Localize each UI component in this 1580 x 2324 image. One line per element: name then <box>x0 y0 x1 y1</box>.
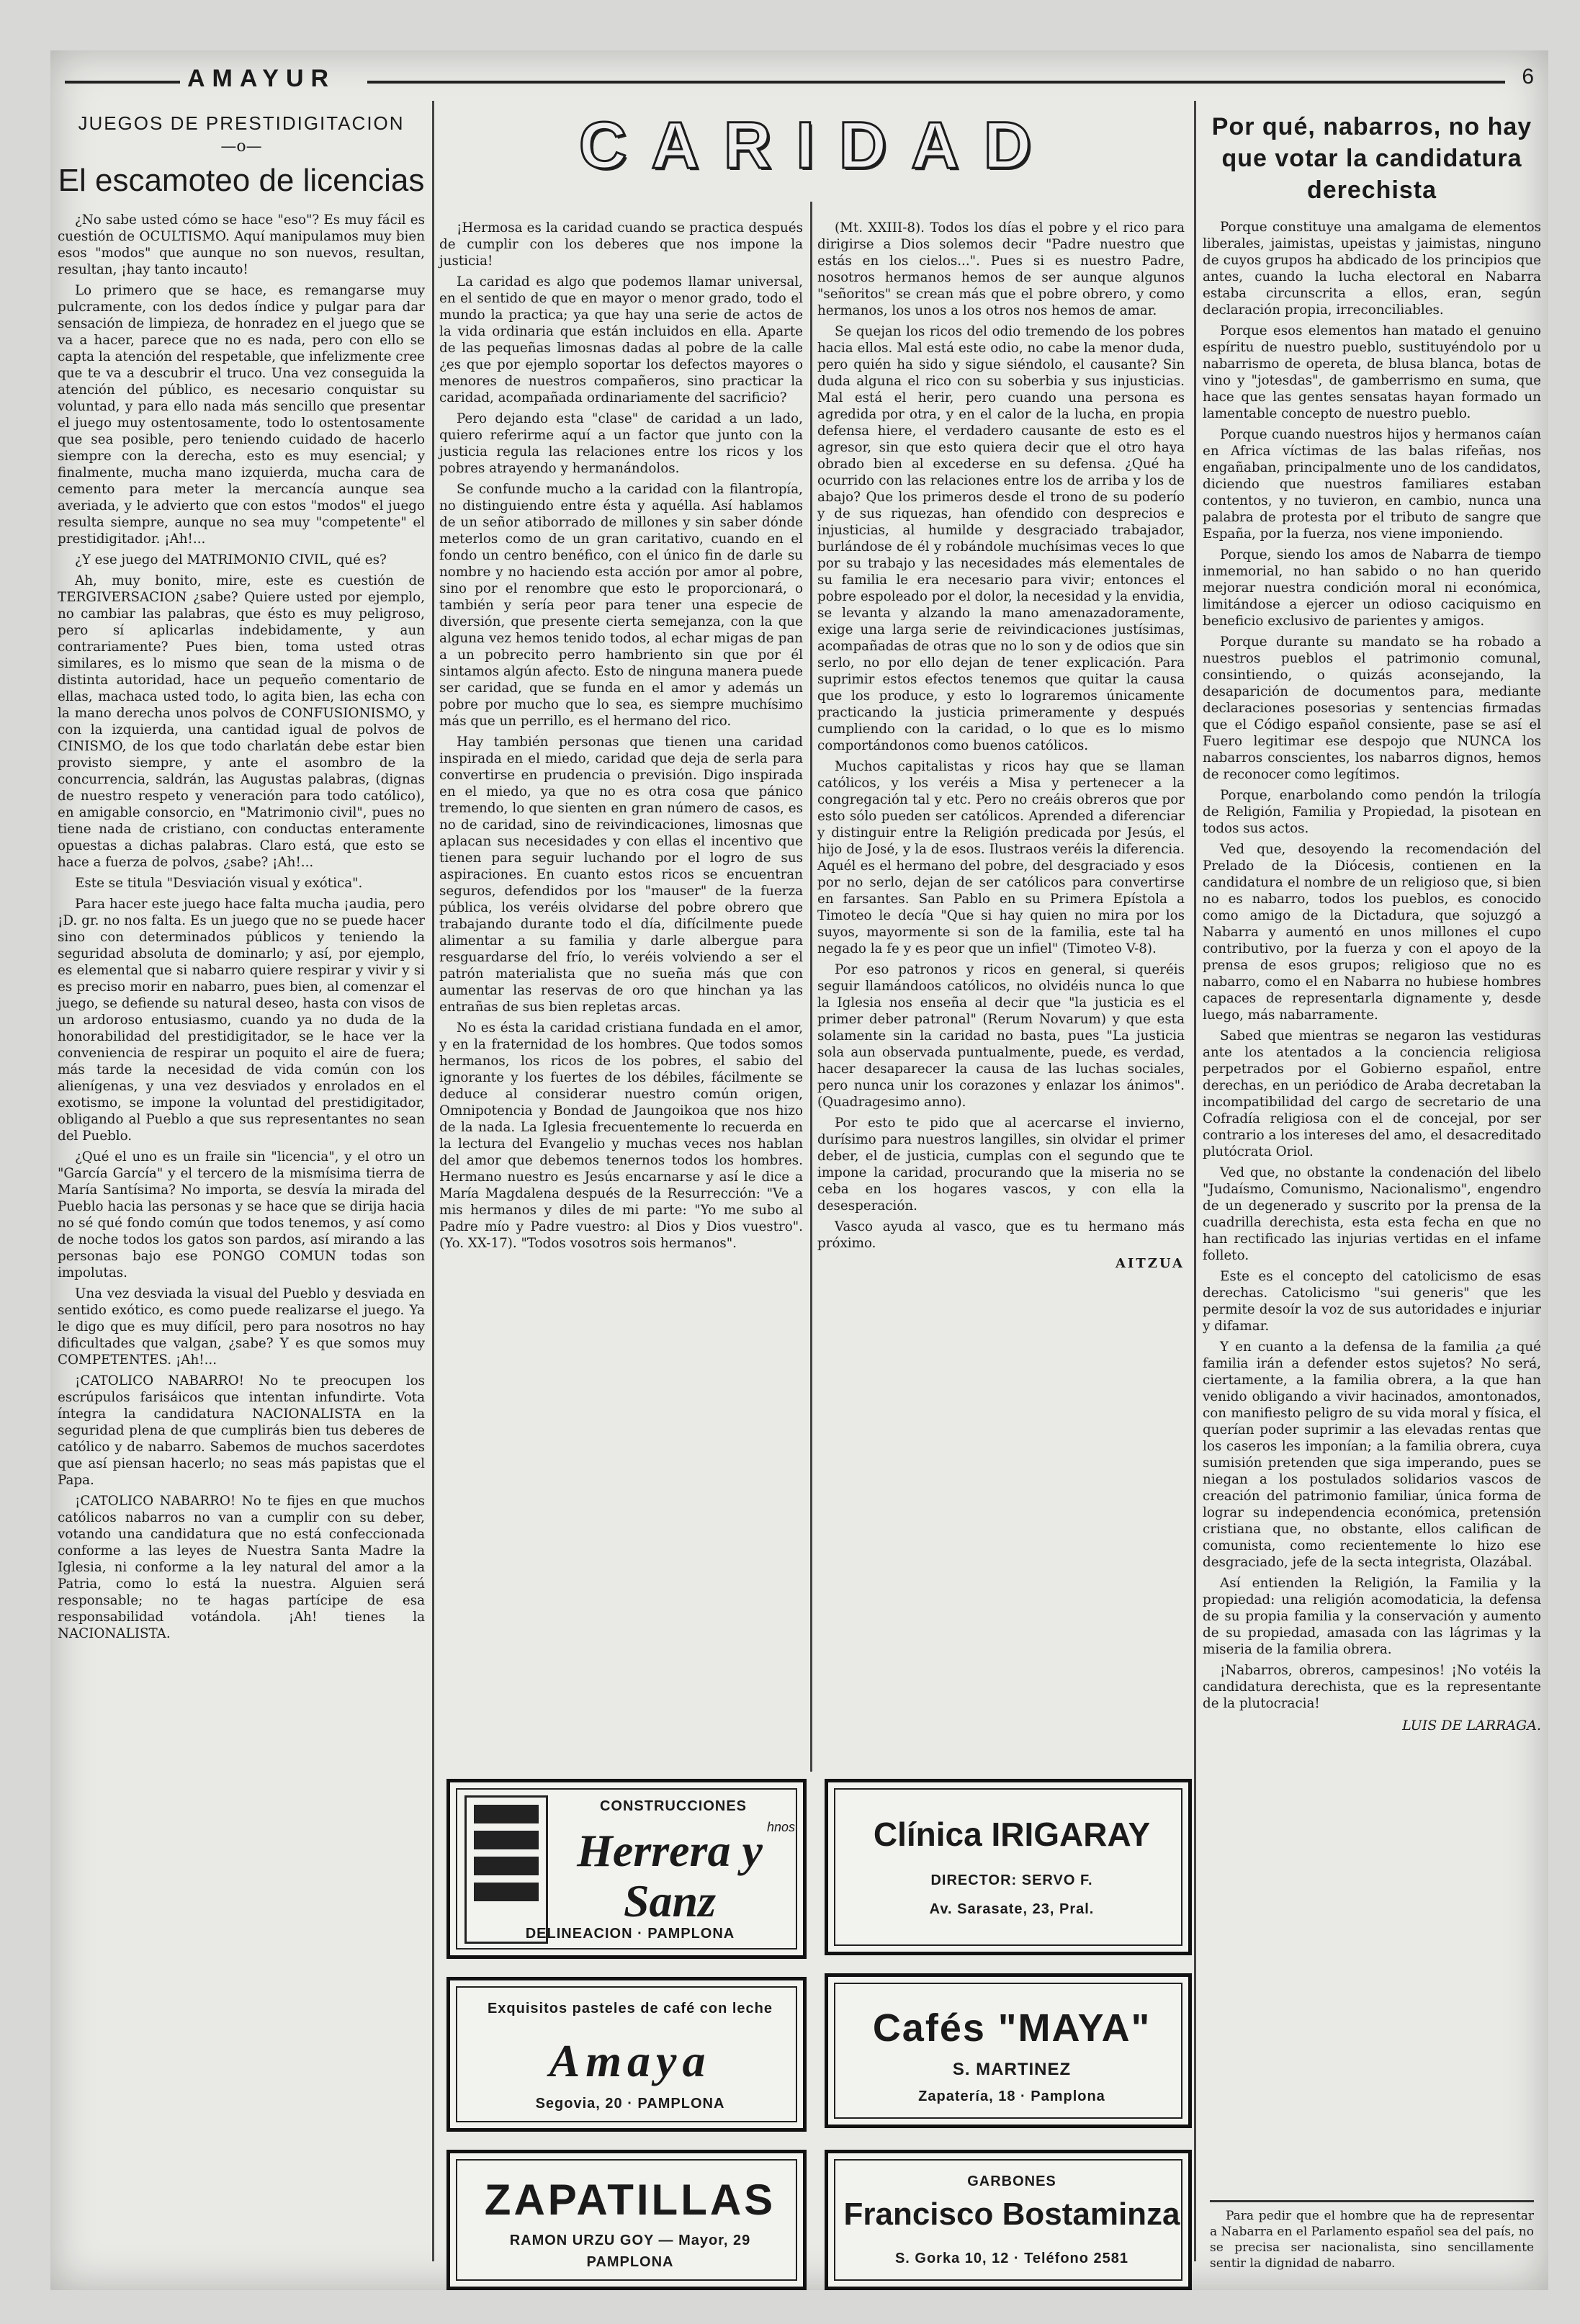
paragraph: Sabed que mientras se negaron las vestiduras ante los atentados a la conciencia religiosa perpetrados por el Gobierno español, entre derechas, en un periódico de Araba decretaban la incompatibilidad del cargo de secretario de una Cofradía religiosa con el de concejal, por ser contrario a los intereses del amo, el desacreditado plutócrata Oriol. <box>1203 1028 1541 1159</box>
paragraph: Se confunde mucho a la caridad con la filantropía, no distinguiendo entre ésta y aquélla. Así hablamos de un señor atiborrado de millones y sin saber dónde meterlos como de un gran caritativo, cuando en el fondo un centro benéfico, con el único fin de darle su nombre y no haciendo esta acción por amor al pobre, sino por el renombre que esto le proporcionará, o también y sería peor para tener una especie de diversión, que presente cierta semejanza, con la que alguna vez hemos tenido todos, al echar migas de pan a un pobrecito perro hambriento sin que por él sintamos algún afecto. Esto de ninguna manera puede ser caridad, que se funda en el amor y además un pobre por mucho que lo sea, es siempre muchísimo más que un perrillo, es el hermano del rico. <box>439 482 803 729</box>
ad-address: RAMON URZU GOY — Mayor, 29 <box>509 2233 751 2248</box>
paragraph: ¡Hermosa es la caridad cuando se practica después de cumplir con los deberes que nos impone la justicia! <box>439 220 803 269</box>
ad-company-name: Clínica IRIGARAY <box>873 1816 1151 1853</box>
paragraph: Porque constituye una amalgama de elementos liberales, jaimistas, upeistas y jaimistas, ninguno de cuyos grupos ha abdicado de los principios que antes, cuando la lucha electoral en Nabarra estaba circunscrita a ellos, eran, según declaración propia, irreconciliables. <box>1203 220 1541 318</box>
building-icon <box>464 1795 548 1944</box>
paragraph: Por eso patronos y ricos en general, si queréis seguir llamándoos católicos, no olvidéis nunca lo que la Iglesia nos enseña al decir que "la justicia es el primer deber patronal" (Rerum Novarum) y que esta solamente sin la caridad no basta, pues "La justicia sola aun observada puntualmente, puede, es verdad, hacer desaparecer la causa de las luchas sociales, pero nunca unir los corazones y enlazar los ánimos". (Quadragesimo anno). <box>817 962 1185 1110</box>
paragraph: ¡CATOLICO NABARRO! No te preocupen los escrúpulos farisáicos que intentan infundirte. Vota íntegra la candidatura NACIONALISTA en la seguridad plena de que cumplirás bien tus deberes de católico y de nabarro. Sabemos de muchos sacerdotes que así piensan hacerlo; no seas más papistas que el Papa. <box>58 1373 425 1488</box>
paragraph: Pero dejando esta "clase" de caridad a un lado, quiero referirme aquí a un factor que junto con la justicia regula las relaciones entre los ricos y los pobres atrayendo y hermanándolos. <box>439 411 803 476</box>
ad-address: Zapatería, 18 · Pamplona <box>918 2089 1105 2104</box>
ad-company-name: Herrera y Sanz <box>577 1825 763 1926</box>
paragraph: Muchos capitalistas y ricos hay que se llaman católicos, y los veréis a Misa y pertenecer a la congregación tal y etc. Pero no creáis obreros que por esto sólo pueden ser católicos. Aprended a diferenciar y distinguir entre la Religión predicada por Jesús, el hijo de José, y la de esos. Ilustraos veréis la diferencia. Aquél es el hermano del pobre, del desgraciado y esos por no serlo, dejan de ser católicos para convertirse en farsantes. San Pablo en su Primera Epístola a Timoteo le decía "Que si hay quien no mira por los suyos, mayormente si son de la familia, este tal ha negado la fe y es peor que un infiel" (Timoteo V-8). <box>817 759 1185 956</box>
paragraph: Este se titula "Desviación visual y exótica". <box>75 876 363 891</box>
paragraph: Ah, muy bonito, mire, este es cuestión de TERGIVERSACION ¿sabe? Quiere usted por ejemplo, no cambiar las palabras, que ésto es muy peligroso, pero sí aplicarlas indebidamente, y aun contrariamente? Pues bien, toma usted otras similares, es lo mismo que sean de la misma o de distinta autoridad, hace un pequeño comentario de ellas, machaca usted todo, lo agita bien, las echa con la mano derecha unos polvos de CONFUSIONISMO, y con la izquierda, una cantidad igual de polvos de CINISMO, de los que todo charlatán debe estar bien provisto siempre, y ante el asombro de la concurrencia, saldrán, las Augustas palabras, (dignas de nuestro respeto y veneración para todo católico), en amigable consorcio, en "Matrimonio civil", pues no tiene nada de cristiano, con conductas enteramente opuestas a dichas palabras. Claro está, que esto se hace a fuerza de polvos, ¿sabe? ¡Ah!... <box>58 573 425 870</box>
ad-bottom-line: DELINEACION · PAMPLONA <box>525 1926 735 1942</box>
paragraph: ¿No sabe usted cómo se hace "eso"? Es muy fácil es cuestión de OCULTISMO. Aquí manipulamos muy bien esos "modos" que aunque no son nuevos, resultan, resultan, ¡hay tanto incauto! <box>58 212 425 277</box>
article-signature: AITZUA <box>1115 1256 1185 1271</box>
caridad-title: CARIDAD <box>578 109 1056 182</box>
column-caridad-1 <box>439 220 803 1256</box>
paragraph: ¡CATOLICO NABARRO! No te fijes en que muchos católicos nabarros no van a cumplir con su deber, votando una candidatura que no está confeccionada conforme a las leyes de Nuestra Santa Madre la Iglesia, ni conforme a la ley natural del amor a la Patria, como lo está la nuestra. Alguien será responsable; no te hagas partícipe de esa responsabilidad votándola. ¡Ah! tienes la NACIONALISTA. <box>58 1494 425 1641</box>
masthead-rule-right <box>367 81 1505 84</box>
paragraph: Para hacer este juego hace falta mucha ¡audia, pero ¡D. gr. no nos falta. Es un juego que no se puede hacer sino con determinados públicos y teniendo la seguridad absoluta de dominarlo; y así, por ejemplo, es elemental que si nabarro quiere respirar y vivir y si es preciso morir en nabarro, pues bien, al comenzar el juego, se defiende su natural deseo, hasta con visos de un ardoroso entusiasmo, cuando ya no duda de la honorabilidad del prestidigitador, se le hace ver la conveniencia de respirar un poquito el aire de fuera; más tarde la necesidad de vida común con los alienígenas, y una vez desviados y enrolados en el exotismo, se impone la voluntad del prestidigitador, obligando al Pueblo a que sus representantes no sean del Pueblo. <box>58 897 425 1144</box>
ad-address: S. Gorka 10, 12 · Teléfono 2581 <box>894 2251 1129 2266</box>
ad-herrera-sanz <box>446 1779 807 1959</box>
ad-address: Segovia, 20 · PAMPLONA <box>535 2096 725 2112</box>
paragraph: ¿Y ese juego del MATRIMONIO CIVIL, qué es? <box>75 552 387 567</box>
paragraph: Ved que, no obstante la condenación del libelo "Judaísmo, Comunismo, Nacionalismo", engendro de un degenerado y suscrito por la prensa de la cuadrilla derechista, esta esta fecha en que no han rectificado las injurias vertidas en el infame folleto. <box>1203 1165 1541 1263</box>
article-headline: Por qué, nabarros, no hay que votar la candidatura derechista <box>1211 113 1532 204</box>
paragraph: No es ésta la caridad cristiana fundada en el amor, y en la fraternidad de los hombres. Que todos somos hermanos, los ricos de los pobres, el sabio del ignorante y los fuertes de los débiles, fácilmente se deduce al considerar nuestro común origen, Omnipotencia y Bondad de Jaungoikoa que nos hizo de la nada. La Iglesia frecuentemente lo recuerda en la lectura del Evangelio y muchas veces nos hablan del amor que debemos tenernos todos los hombres. Hermano nuestro es Jesús encarnarse y así le dice a María Magdalena después de la Resurrección: "Ve a mis hermanos y diles de mi parte: "Yo me subo al Padre mío y Padre vuestro: al Dios y Dios vuestro". (Yo. XX-17). "Todos vosotros sois hermanos". <box>439 1020 803 1251</box>
ad-frame <box>834 1788 1182 1946</box>
column-divider <box>1194 101 1196 2261</box>
ad-city: PAMPLONA <box>586 2254 674 2270</box>
paragraph: Por esto te pido que al acercarse el invierno, durísimo para nuestros langilles, sin olvidar el primer deber, el de justicia, cumplas con el segundo que te impone la caridad, procurando que la miseria no se ceba en los hogares vascos, y con ella la desesperación. <box>817 1116 1185 1213</box>
paragraph: Este es el concepto del catolicismo de esas derechas. Catolicismo "sui generis" que les permite desoír la voz de sus autoridades e injuriar y difamar. <box>1203 1269 1541 1334</box>
paragraph: Se quejan los ricos del odio tremendo de los pobres hacia ellos. Mal está este odio, no cabe la menor duda, pero quién ha sido y sigue siéndolo, el causante? Sin duda alguna el rico con su soberbia y sus injusticias. Mal está el herir, pero cuando una persona es agredida por otra, y en el calor de la lucha, en propia defensa hiere, el verdadero causante de esto es el agresor, sin que esto quiera decir que el otro haya obrado bien al excederse en su defensa. ¿Qué ha ocurrido con las relaciones entre los de arriba y los de abajo? Que los primeros desde el trono de su poderío y de sus riquezas, han ofendido con desprecios e injusticias, al humilde y desgraciado trabajador, burlándose de él y robándole muchísimas veces lo que por su trabajo y las necesidades más elementales de su familia le era necesario para vivir; entonces el pobre espoleado por el dolor, la necesidad y la envidia, se levanta y alzando la mano amenazadoramente, exige una larga serie de reivindicaciones justísimas, acompañadas de otras que no lo son y de odios que sin serlo, no por ello dejan de tener explicación. Para suprimir estos efectos tenemos que quitar la causa que los produce, y esto lo lograremos únicamente practicando la justicia primeramente y después cumpliendo con la caridad, o lo que es lo mismo comportándonos como buenos católicos. <box>817 324 1185 753</box>
paragraph: Porque, enarbolando como pendón la trilogía de Religión, Familia y Propiedad, la pisotean en todos sus actos. <box>1203 788 1541 836</box>
ad-address: Av. Sarasate, 23, Pral. <box>929 1901 1095 1917</box>
paragraph: La caridad es algo que podemos llamar universal, en el sentido de que en mayor o menor grado, todo el mundo la practica; ya que hay una serie de actos de la vida ordinaria que están incluidos en ella. Aparte de las pequeñas limosnas dadas al pobre de la calle ¿es que por ejemplo soportar los defectos mayores o menores de nuestros compañeros, sino practicar la caridad, acompañada ordinariamente del sacrificio? <box>439 274 803 405</box>
ad-top-line: CONSTRUCCIONES <box>599 1798 747 1814</box>
paragraph: Porque cuando nuestros hijos y hermanos caían en Africa víctimas de las balas rifeñas, nos engañaban, principalmente uno de los candidatos, diciendo que nuestros familiares estaban contentos, y no tuvieron, en cambio, nunca una palabra de protesta por el tributo de sangre que España, por la fuerza, nos viene imponiendo. <box>1203 427 1541 542</box>
paragraph: Porque esos elementos han matado el genuino espíritu de nuestro pueblo, sustituyéndolo por u nabarrismo de opereta, de blusa blanca, botas de vino y "jotesdas", de gamberrismo en suma, que hace que las gentes sensatas hayan formado un lamentable concepto de nuestro pueblo. <box>1203 323 1541 421</box>
paragraph: Hay también personas que tienen una caridad inspirada en el miedo, caridad que deja de serla para convertirse en prudencia o previsión. Digo inspirada en el miedo, ya que no es otra cosa que pánico tremendo, lo que sienten en gran número de casos, es no de caridad, sino de reivindicaciones, limosnas que aplacan sus necesidades y con ellas el incentivo que tienen para seguir luchando por el logro de sus aspiraciones. En cuanto estos ricos se encuentran seguros, defendidos por los "mauser" de la fuerza pública, los veréis olvidarse del pobre obrero que trabajando durante todo el día, difícilmente puede alimentar a su familia y darle albergue para resguardarse del frío, lo veréis volviendo a ser el patrón materialista que no sueña más que con aumentar las reservas de oro que hinchan ya las entrañas de sus bien repletas arcas. <box>439 735 803 1015</box>
ornament: —o— <box>220 138 262 156</box>
paragraph: (Mt. XXIII-8). Todos los días el pobre y el rico para dirigirse a Dios solemos decir "Padre nuestro que estás en los cielos...". Pues si es nuestro Padre, nosotros hermanos hemos de ser aunque algunos "señoritos" se crean más que el pobre obrero, y como hermanos, los unos a los otros nos hemos de amar. <box>817 220 1185 318</box>
ad-bostaminza <box>825 2150 1192 2290</box>
column-caridad-2 <box>817 220 1185 1271</box>
notice-text: Para pedir que el hombre que ha de representar a Nabarra en el Parlamento español sea del país, no se precisa ser nacionalista, sino sencillamente sentir la dignidad de nabarro. <box>1210 2209 1534 2271</box>
paragraph: Una vez desviada la visual del Pueblo y desviada en sentido exótico, es como puede realizarse el juego. Ya le digo que es muy difícil, pero para nosotros no hay dificultades que valgan, ¿sabe? Y es que somos muy COMPETENTES. ¡Ah!... <box>58 1286 425 1368</box>
paragraph: ¿Qué el uno es un fraile sin "licencia", y el otro un "García García" y el tercero de la mismísima tierra de María Santísima? No importa, se desvía la mirada del Pueblo hacia las personas y se hace que se dirija hacia no sé qué fondo común que todos tenemos, y así como de noche todos los gatos son pardos, así mirando a las personas bajo ese PONGO COMUN todas son impolutas. <box>58 1149 425 1280</box>
article-headline: El escamoteo de licencias <box>58 163 425 198</box>
bottom-notice <box>1210 2200 1534 2271</box>
ad-company-name: Francisco Bostaminza <box>843 2197 1180 2232</box>
ad-clinica-irigaray <box>825 1779 1192 1955</box>
ad-zapatillas <box>446 2150 807 2290</box>
ad-top-line: Exquisitos pasteles de café con leche <box>487 2001 773 2016</box>
paragraph: ¡Nabarros, obreros, campesinos! ¡No votéis la candidatura derechista, que es la representante de la plutocracia! <box>1203 1663 1541 1711</box>
paragraph: Y en cuanto a la defensa de la familia ¿a qué familia irán a defender estos sujetos? No será, ciertamente, a la familia obrera, a la que han venido obligando a vivir hacinados, amontonados, con manifiesto peligro de su vida moral y física, el querían poder suprimir a las elevadas rentas que los caseros les imponían; a la familia obrera, cuya sumisión pretenden que siga imperando, pues se niegan a los postulados solidarios vascos de creación del patrimonio familiar, única forma de lograr su independencia económica, pretensión cristiana que, no obstante, ellos califican de comunista, como recientemente lo hizo ese desgraciado, jefe de la secta integrista, Olazábal. <box>1203 1340 1541 1570</box>
ad-director: DIRECTOR: SERVO F. <box>930 1872 1093 1888</box>
paragraph: Porque, siendo los amos de Nabarra de tiempo inmemorial, no han sabido o no han querido mejorar nuestra condición moral ni económica, limitándose a ejercer un odioso caciquismo en beneficio exclusivo de parientes y amigos. <box>1203 547 1541 629</box>
ad-owner: S. MARTINEZ <box>952 2060 1072 2079</box>
newspaper-page <box>50 50 1548 2290</box>
ad-company-name: Cafés "MAYA" <box>872 2006 1152 2050</box>
ad-name-suffix: hnos <box>767 1820 796 1834</box>
ad-company-name: ZAPATILLAS <box>484 2176 776 2224</box>
column-escamoteo <box>58 108 425 1646</box>
ad-company-name: Amaya <box>549 2035 712 2086</box>
paragraph: Porque durante su mandato se ha robado a nuestros pueblos el patrimonio comunal, consintiendo, o quizás aconsejando, la desaparición de documentos para, mediante declaraciones posesorias y sentencias firmadas que el Código español consiente, pase se así el Fuero legitimar ese despojo que NUNCA los nabarros conscientes, los nabarros dignos, hemos de reconocer como legítimos. <box>1203 634 1541 782</box>
paragraph: Lo primero que se hace, es remangarse muy pulcramente, con los dedos índice y pulgar para dar sensación de limpieza, de honradez en el juego que se va a hacer, parece que no es nada, pero con ello se capta la atención del respetable, que infelizmente cree que te va a descubrir el truco. Una vez conseguida la atención del público, es necesario conquistar su voluntad, y para ello nada más sencillo que presentar el juego muy ostentosamente, todo lo ostentosamente que sea posible, pero teniendo cuidado de hacerlo siempre con la derecha, esto es muy esencial; y finalmente, mucha mano izquierda, mucha cara de cemento para meter la mercancía aunque sea averiada, y le advierto que con estos "modos" el juego resulta siempre, aunque no sea muy "competente" el prestidigitador. ¡Ah!... <box>58 283 426 547</box>
column-divider <box>810 202 812 1772</box>
column-nabarros <box>1203 108 1541 1733</box>
masthead-rule-left <box>65 81 180 84</box>
newspaper-name: AMAYUR <box>187 65 336 92</box>
article-author: LUIS DE LARRAGA. <box>1402 1718 1541 1733</box>
paragraph: Así entienden la Religión, la Familia y la propiedad: una religión acomodaticia, la defensa de su propia familia y la conservación y aumento de su propiedad, amasada con las lágrimas y la miseria de la familia obrera. <box>1203 1576 1541 1657</box>
paragraph: Ved que, desoyendo la recomendación del Prelado de la Diócesis, contienen en la candidatura el nombre de un religioso que, si bien no es nabarro, todos los pueblos, es conocido como amigo de la Dictadura, que sojuzgó a Nabarra y aumentó en unos millones el cupo contributivo, por la fuerza y con el apoyo de la prensa de esos grupos; religioso que no es nabarro, como el en Nabarra no hubiese hombres capaces de representarla dignamente y, desde luego, más nabarramente. <box>1203 842 1541 1023</box>
page-number: 6 <box>1522 65 1534 89</box>
paragraph: Vasco ayuda al vasco, que es tu hermano más próximo. <box>817 1219 1185 1251</box>
ad-cafes-maya <box>825 1973 1192 2128</box>
ad-top-line: GARBONES <box>967 2173 1056 2189</box>
column-divider <box>432 101 434 2261</box>
ad-amaya <box>446 1977 807 2132</box>
section-kicker: JUEGOS DE PRESTIDIGITACION <box>78 112 405 134</box>
masthead <box>65 65 1534 94</box>
